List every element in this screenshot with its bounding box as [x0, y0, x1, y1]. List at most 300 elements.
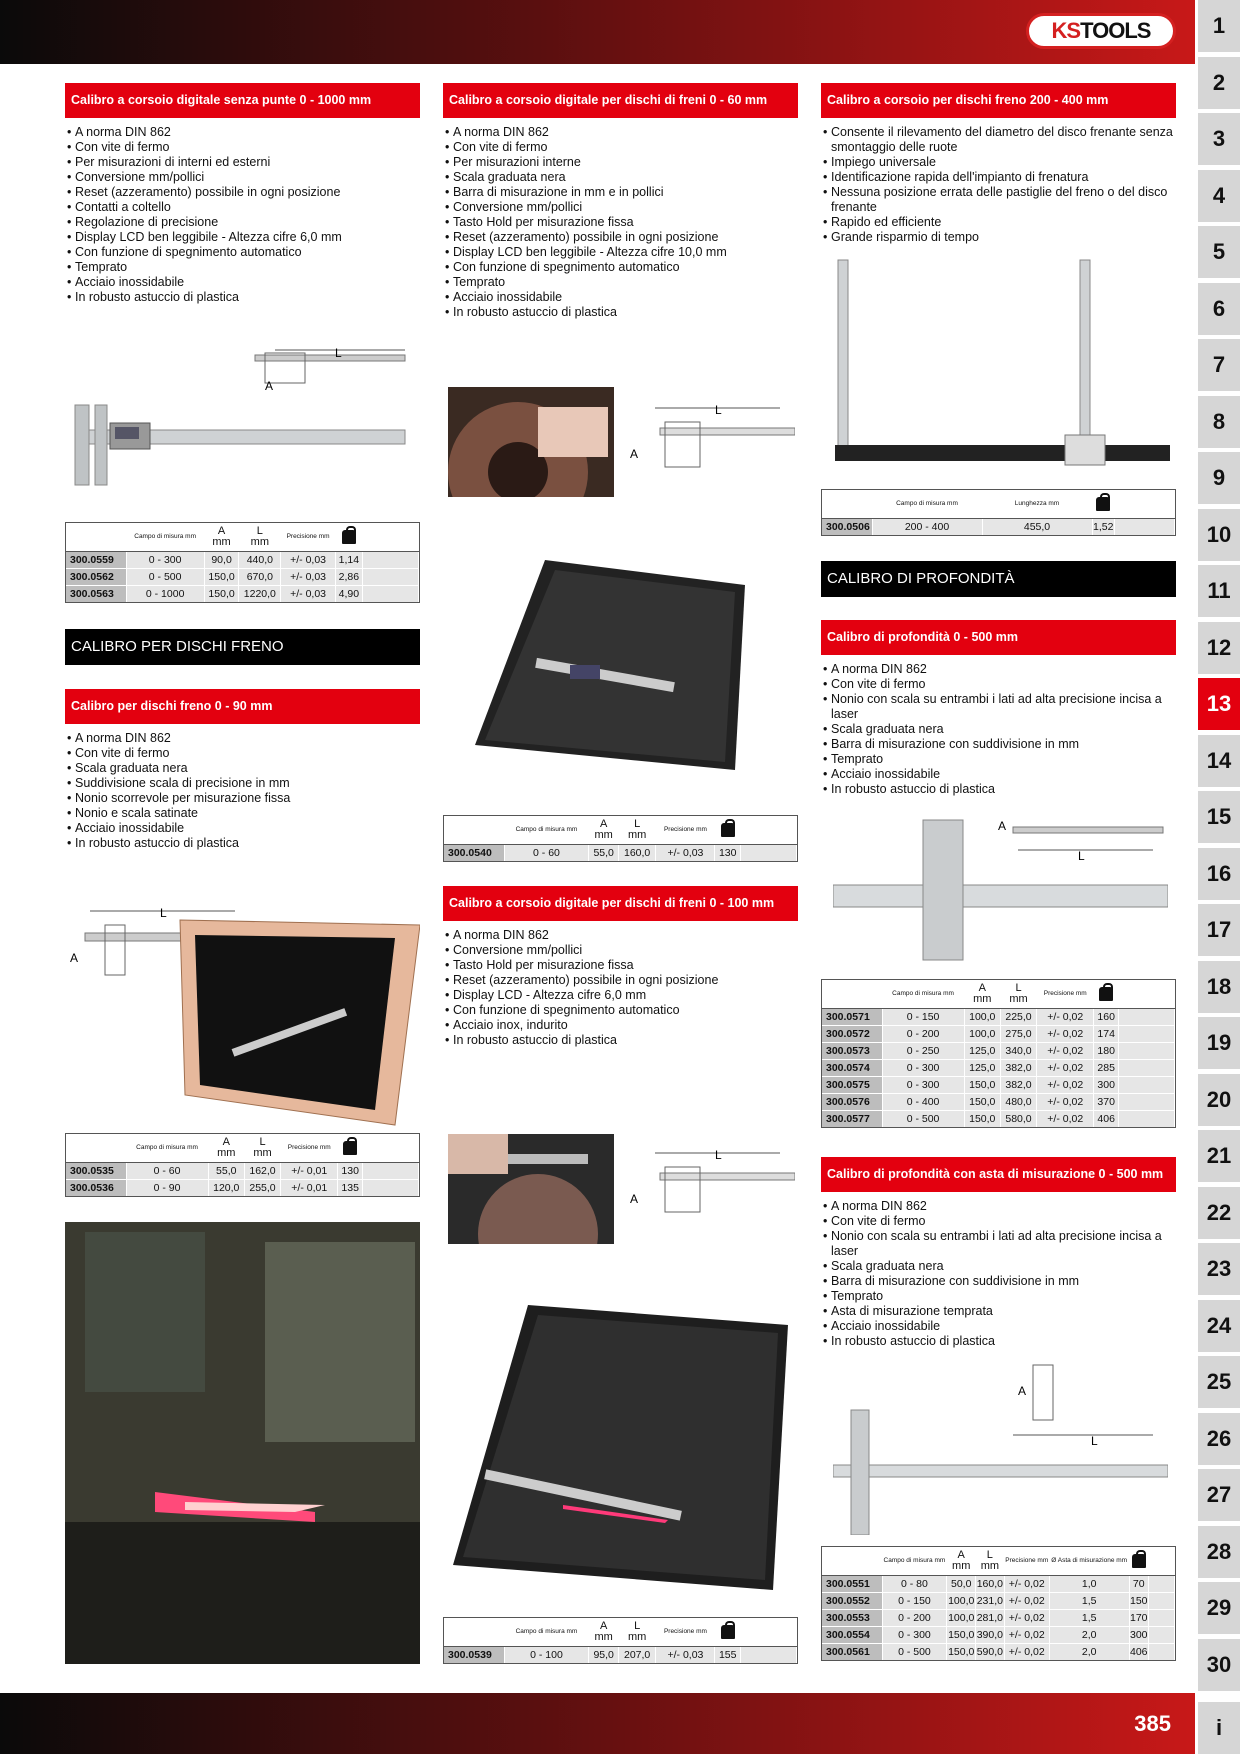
article-code: 300.0551: [822, 1575, 882, 1592]
svg-text:A: A: [630, 447, 639, 461]
feature-item: • Conversione mm/pollici: [443, 200, 798, 215]
caliper-100-case-image: [453, 1305, 788, 1590]
table-row: [822, 1059, 1175, 1076]
weight-icon: [338, 1134, 363, 1162]
product-p6: [821, 620, 1176, 797]
table-cell: 590,0: [976, 1643, 1005, 1660]
table-row: [66, 1162, 419, 1179]
table-cell: 455,0: [982, 518, 1092, 535]
product-table-p2: Campo di misura mm A mm L mm Precisione mm 300.0535 0 - 60 55,0 162,0 +/- 0,01 130 300.0536 0 - 90 120,0 255,0 +/- 0,01 135: [65, 1133, 420, 1197]
table-cell: +/- 0,03: [656, 1646, 715, 1663]
feature-item: • In robusto astuccio di plastica: [65, 290, 420, 305]
table-cell: +/- 0,02: [1037, 1093, 1094, 1110]
feature-item: • Nessuna posizione errata delle pastiglie del freno o del disco frenante: [821, 185, 1176, 215]
table-cell: 1,52: [1092, 518, 1115, 535]
feature-item: • Scala graduata nera: [821, 722, 1176, 737]
chapter-tab-24[interactable]: 24: [1198, 1300, 1240, 1352]
dimension-l-label: L: [335, 346, 342, 360]
table-cell: 440,0: [239, 551, 281, 568]
table-row: [822, 518, 1175, 535]
article-code: 300.0576: [822, 1093, 882, 1110]
feature-item: • Consente il rilevamento del diametro del disco frenante senza smontaggio delle ruote: [821, 125, 1176, 155]
weight-icon: [1094, 980, 1119, 1008]
product-table-p4: Campo di misura mm A mm L mm Precisione mm 300.0539 0 - 100 95,0 207,0 +/- 0,03 155: [443, 1617, 798, 1664]
svg-text:A: A: [70, 951, 79, 965]
feature-item: • Per misurazioni di interni ed esterni: [65, 155, 420, 170]
table-cell: 200 - 400: [872, 518, 982, 535]
feature-item: • Display LCD ben leggibile - Altezza cifre 6,0 mm: [65, 230, 420, 245]
table-cell: 0 - 500: [882, 1110, 964, 1127]
feature-item: • Regolazione di precisione: [65, 215, 420, 230]
product-p1: [65, 83, 420, 305]
feature-item: • In robusto astuccio di plastica: [443, 1033, 798, 1048]
table-cell: 580,0: [1000, 1110, 1036, 1127]
svg-text:L: L: [1078, 849, 1085, 863]
table-cell: 2,0: [1049, 1626, 1129, 1643]
feature-item: • In robusto astuccio di plastica: [65, 836, 420, 851]
weight-icon: [715, 816, 741, 844]
table-cell: 1,5: [1049, 1592, 1129, 1609]
ks-tools-logo: KSTOOLS: [1026, 13, 1176, 49]
article-code: 300.0540: [444, 844, 504, 861]
brake-caliper-case-image: [65, 905, 420, 1130]
feature-item: • Reset (azzeramento) possibile in ogni posizione: [443, 230, 798, 245]
table-row: [66, 1179, 419, 1196]
table-cell: 120,0: [208, 1179, 244, 1196]
product-title: Calibro a corsoio per dischi freno 200 - 400 mm: [821, 83, 1176, 118]
table-cell: 382,0: [1000, 1076, 1036, 1093]
table-row: [822, 1025, 1175, 1042]
article-code: 300.0572: [822, 1025, 882, 1042]
chapter-tab-4[interactable]: 4: [1198, 170, 1240, 222]
feature-item: • Scala graduata nera: [65, 761, 420, 776]
chapter-tabs: [1198, 0, 1240, 1754]
feature-item: • Tasto Hold per misurazione fissa: [443, 215, 798, 230]
feature-item: • Display LCD - Altezza cifre 6,0 mm: [443, 988, 798, 1003]
chapter-tab-18[interactable]: 18: [1198, 961, 1240, 1013]
product-p4: [443, 886, 798, 1048]
table-cell: 406: [1094, 1110, 1119, 1127]
table-cell: 255,0: [244, 1179, 280, 1196]
table-cell: 170: [1129, 1609, 1149, 1626]
feature-item: • Barra di misurazione con suddivisione in mm: [821, 1274, 1176, 1289]
product-table-p3: Campo di misura mm A mm L mm Precisione mm 300.0540 0 - 60 55,0 160,0 +/- 0,03 130: [443, 815, 798, 862]
table-cell: 0 - 400: [882, 1093, 964, 1110]
feature-list: [821, 1199, 1176, 1349]
table-row: [822, 1609, 1175, 1626]
table-cell: 180: [1094, 1042, 1119, 1059]
table-cell: 1,0: [1049, 1575, 1129, 1592]
article-code: 300.0506: [822, 518, 872, 535]
table-row: [822, 1042, 1175, 1059]
table-row: [444, 844, 797, 861]
table-cell: 160,0: [618, 844, 656, 861]
feature-item: • Con vite di fermo: [443, 140, 798, 155]
feature-item: • Acciaio inossidabile: [65, 275, 420, 290]
chapter-tab-1[interactable]: 1: [1198, 0, 1240, 52]
weight-icon: [715, 1618, 741, 1646]
table-cell: 300: [1094, 1076, 1119, 1093]
page-number: 385: [1134, 1711, 1171, 1736]
table-cell-empty: [363, 551, 419, 568]
feature-item: • Per misurazioni interne: [443, 155, 798, 170]
table-cell: 0 - 500: [126, 568, 204, 585]
feature-item: • Temprato: [821, 1289, 1176, 1304]
product-table-p1: Campo di misura mm A mm L mm Precisione mm 300.0559 0 - 300 90,0 440,0 +/- 0,03 1,14 300.0562 0 - 500 150,0 670,0 +/- 0,03 2,86 300.0563 0 - 1000 150,0 1220,0 +/- 0,03 4,90: [65, 522, 420, 603]
table-cell: 0 - 300: [882, 1626, 947, 1643]
chapter-tab-8[interactable]: 8: [1198, 396, 1240, 448]
product-title: Calibro a corsoio digitale senza punte 0 - 1000 mm: [65, 83, 420, 118]
feature-list: [821, 125, 1176, 245]
table-cell: 406: [1129, 1643, 1149, 1660]
table-cell: +/- 0,01: [281, 1179, 338, 1196]
feature-item: • Tasto Hold per misurazione fissa: [443, 958, 798, 973]
table-cell: 0 - 300: [882, 1076, 964, 1093]
table-cell: +/- 0,01: [281, 1162, 338, 1179]
table-cell: 480,0: [1000, 1093, 1036, 1110]
chapter-tab-27[interactable]: 27: [1198, 1469, 1240, 1521]
table-cell: 1,5: [1049, 1609, 1129, 1626]
feature-item: • A norma DIN 862: [443, 928, 798, 943]
caliper-1000-image: [65, 345, 410, 490]
table-cell: 300: [1129, 1626, 1149, 1643]
chapter-tab-19[interactable]: 19: [1198, 1017, 1240, 1069]
feature-item: • In robusto astuccio di plastica: [443, 305, 798, 320]
article-code: 300.0574: [822, 1059, 882, 1076]
table-row: [444, 1646, 797, 1663]
chapter-tab-26[interactable]: 26: [1198, 1413, 1240, 1465]
table-cell-empty: [1149, 1626, 1175, 1643]
feature-item: • In robusto astuccio di plastica: [821, 782, 1176, 797]
table-cell: 390,0: [976, 1626, 1005, 1643]
depth-gauge-image: [833, 805, 1168, 965]
table-cell: 160: [1094, 1008, 1119, 1025]
table-cell: +/- 0,02: [1037, 1110, 1094, 1127]
feature-item: • A norma DIN 862: [443, 125, 798, 140]
table-cell: 0 - 80: [882, 1575, 947, 1592]
feature-item: • Barra di misurazione con suddivisione in mm: [821, 737, 1176, 752]
svg-text:A: A: [630, 1192, 639, 1206]
chapter-tab-17[interactable]: 17: [1198, 904, 1240, 956]
table-cell: 162,0: [244, 1162, 280, 1179]
table-cell: 0 - 100: [504, 1646, 589, 1663]
table-row: [822, 1110, 1175, 1127]
table-cell: 0 - 250: [882, 1042, 964, 1059]
feature-item: • Display LCD ben leggibile - Altezza cifre 10,0 mm: [443, 245, 798, 260]
chapter-tab-10[interactable]: 10: [1198, 509, 1240, 561]
table-row: [66, 551, 419, 568]
table-cell: 0 - 500: [882, 1643, 947, 1660]
article-code: 300.0536: [66, 1179, 126, 1196]
table-cell: 100,0: [964, 1025, 1000, 1042]
table-cell-empty: [363, 568, 419, 585]
chapter-tab-13[interactable]: 13: [1198, 678, 1240, 730]
table-cell-empty: [741, 844, 797, 861]
feature-item: • Acciaio inossidabile: [821, 767, 1176, 782]
footer-bar: [0, 1693, 1195, 1754]
feature-item: • Nonio e scala satinate: [65, 806, 420, 821]
table-cell: 150: [1129, 1592, 1149, 1609]
chapter-tab-23[interactable]: 23: [1198, 1243, 1240, 1295]
product-table-p7: Campo di misura mm A mm L mm Precisione mm Ø Asta di misurazione mm 300.0551 0 - 80 50,0 160,0 +/- 0,02 1,0 70 300.0552 0 - 150 100,0 231,0 +/- 0,02 1,5 150 300.0553 0 - 200 100,0 281,0 +/- 0,02 1,5 170 300.0554 0 - 300 150,0 390,0 +/- 0,02 2,0 300 300.0561 0 - 500 150,0 590,0 +/- 0,02 2,0 406: [821, 1546, 1176, 1661]
depth-gauge-rod-image: [833, 1355, 1168, 1535]
feature-item: • Nonio scorrevole per misurazione fissa: [65, 791, 420, 806]
table-cell: 150,0: [204, 568, 239, 585]
table-cell: 100,0: [964, 1008, 1000, 1025]
table-cell: 370: [1094, 1093, 1119, 1110]
table-cell: +/- 0,02: [1004, 1626, 1049, 1643]
table-cell-empty: [1115, 518, 1175, 535]
table-cell: 0 - 90: [126, 1179, 208, 1196]
table-cell: +/- 0,03: [656, 844, 715, 861]
table-cell: 150,0: [947, 1643, 976, 1660]
product-table-p6: Campo di misura mm A mm L mm Precisione mm 300.0571 0 - 150 100,0 225,0 +/- 0,02 160 300.0572 0 - 200 100,0 275,0 +/- 0,02 174 300.0573 0 - 250 125,0 340,0 +/- 0,02 180 300.0574 0 - 300 125,0 382,0 +/- 0,02 285 300.0575 0 - 300 150,0 382,0 +/- 0,02 300 300.0576 0 - 400 150,0 480,0 +/- 0,02 370 300.0577 0 - 500 150,0 580,0 +/- 0,02 406: [821, 979, 1176, 1128]
table-cell: 340,0: [1000, 1042, 1036, 1059]
feature-item: • Con vite di fermo: [821, 1214, 1176, 1229]
table-cell: 0 - 60: [126, 1162, 208, 1179]
table-row: [822, 1093, 1175, 1110]
table-cell: +/- 0,02: [1037, 1059, 1094, 1076]
table-row: [822, 1575, 1175, 1592]
product-table-p5: Campo di misura mm Lunghezza mm 300.0506 200 - 400 455,0 1,52: [821, 489, 1176, 536]
feature-item: • Nonio con scala su entrambi i lati ad alta precisione incisa a laser: [821, 1229, 1176, 1259]
table-cell: 207,0: [618, 1646, 656, 1663]
feature-item: • In robusto astuccio di plastica: [821, 1334, 1176, 1349]
feature-item: • Conversione mm/pollici: [65, 170, 420, 185]
table-cell: +/- 0,02: [1004, 1575, 1049, 1592]
table-cell: 55,0: [208, 1162, 244, 1179]
forge-photo: [65, 1222, 420, 1664]
feature-list: [65, 125, 420, 305]
product-p7: [821, 1157, 1176, 1349]
table-cell: 55,0: [589, 844, 618, 861]
table-cell: +/- 0,02: [1037, 1008, 1094, 1025]
feature-item: • A norma DIN 862: [65, 731, 420, 746]
feature-item: • Nonio con scala su entrambi i lati ad alta precisione incisa a laser: [821, 692, 1176, 722]
product-p3: [443, 83, 798, 320]
table-cell: 95,0: [589, 1646, 618, 1663]
table-cell: 150,0: [964, 1110, 1000, 1127]
svg-text:A: A: [1018, 1384, 1027, 1398]
article-code: 300.0561: [822, 1643, 882, 1660]
product-title: Calibro per dischi freno 0 - 90 mm: [65, 689, 420, 724]
feature-item: • Acciaio inossidabile: [443, 290, 798, 305]
chapter-tab-14[interactable]: 14: [1198, 735, 1240, 787]
caliper-60-diagram: [630, 400, 795, 480]
article-code: 300.0562: [66, 568, 126, 585]
feature-item: • Temprato: [821, 752, 1176, 767]
table-cell-empty: [1149, 1643, 1175, 1660]
table-cell: +/- 0,02: [1037, 1042, 1094, 1059]
table-row: [822, 1643, 1175, 1660]
table-row: [66, 585, 419, 602]
svg-text:A: A: [998, 819, 1007, 833]
feature-item: • Identificazione rapida dell'impianto di frenatura: [821, 170, 1176, 185]
feature-item: • Con funzione di spegnimento automatico: [443, 260, 798, 275]
chapter-tab-30[interactable]: 30: [1198, 1639, 1240, 1691]
article-code: 300.0539: [444, 1646, 504, 1663]
svg-text:L: L: [1091, 1434, 1098, 1448]
section-title-depth: CALIBRO DI PROFONDITÀ: [821, 561, 1176, 597]
table-cell-empty: [1149, 1575, 1175, 1592]
chapter-tab-2[interactable]: 2: [1198, 57, 1240, 109]
feature-list: [65, 731, 420, 851]
table-cell: 382,0: [1000, 1059, 1036, 1076]
table-cell: 225,0: [1000, 1008, 1036, 1025]
chapter-tab-i[interactable]: i: [1198, 1702, 1240, 1754]
table-cell-empty: [1119, 1076, 1175, 1093]
product-title: Calibro a corsoio digitale per dischi di freni 0 - 100 mm: [443, 886, 798, 921]
table-cell: 0 - 60: [504, 844, 589, 861]
table-cell: 0 - 150: [882, 1592, 947, 1609]
table-cell: 231,0: [976, 1592, 1005, 1609]
table-cell: 90,0: [204, 551, 239, 568]
table-cell: +/- 0,03: [281, 568, 335, 585]
chapter-tab-15[interactable]: 15: [1198, 791, 1240, 843]
article-code: 300.0577: [822, 1110, 882, 1127]
product-title: Calibro di profondità con asta di misurazione 0 - 500 mm: [821, 1157, 1176, 1192]
feature-item: • Temprato: [65, 260, 420, 275]
weight-icon: [1129, 1547, 1149, 1575]
feature-item: • Scala graduata nera: [821, 1259, 1176, 1274]
table-cell: +/- 0,02: [1037, 1025, 1094, 1042]
table-cell-empty: [741, 1646, 797, 1663]
table-cell: 130: [338, 1162, 363, 1179]
table-cell: 0 - 1000: [126, 585, 204, 602]
table-cell: 174: [1094, 1025, 1119, 1042]
feature-item: • Barra di misurazione in mm e in pollici: [443, 185, 798, 200]
svg-text:L: L: [715, 403, 722, 417]
feature-item: • Acciaio inossidabile: [821, 1319, 1176, 1334]
table-cell: +/- 0,02: [1004, 1609, 1049, 1626]
table-row: [822, 1008, 1175, 1025]
table-cell: 0 - 200: [882, 1025, 964, 1042]
caliper-100-diagram: [630, 1145, 795, 1225]
table-cell: 2,0: [1049, 1643, 1129, 1660]
feature-list: [443, 125, 798, 320]
chapter-tab-5[interactable]: 5: [1198, 226, 1240, 278]
article-code: 300.0573: [822, 1042, 882, 1059]
table-cell-empty: [1119, 1025, 1175, 1042]
feature-item: • Reset (azzeramento) possibile in ogni posizione: [443, 973, 798, 988]
table-cell: 50,0: [947, 1575, 976, 1592]
feature-item: • Con funzione di spegnimento automatico: [443, 1003, 798, 1018]
chapter-tab-7[interactable]: 7: [1198, 339, 1240, 391]
table-cell: 281,0: [976, 1609, 1005, 1626]
table-cell: 0 - 150: [882, 1008, 964, 1025]
chapter-tab-25[interactable]: 25: [1198, 1356, 1240, 1408]
table-cell: 125,0: [964, 1059, 1000, 1076]
table-cell: 1220,0: [239, 585, 281, 602]
table-cell: 275,0: [1000, 1025, 1036, 1042]
table-cell-empty: [363, 1162, 419, 1179]
table-cell: 0 - 300: [126, 551, 204, 568]
table-cell: +/- 0,03: [281, 551, 335, 568]
feature-item: • Acciaio inox, indurito: [443, 1018, 798, 1033]
article-code: 300.0575: [822, 1076, 882, 1093]
table-cell: 150,0: [947, 1626, 976, 1643]
dimension-a-label: A: [265, 379, 274, 393]
table-row: [822, 1592, 1175, 1609]
chapter-tab-28[interactable]: 28: [1198, 1526, 1240, 1578]
article-code: 300.0554: [822, 1626, 882, 1643]
chapter-tab-11[interactable]: 11: [1198, 565, 1240, 617]
table-cell-empty: [1119, 1059, 1175, 1076]
table-row: [66, 568, 419, 585]
chapter-tab-21[interactable]: 21: [1198, 1130, 1240, 1182]
feature-item: • Con vite di fermo: [821, 677, 1176, 692]
feature-item: • A norma DIN 862: [821, 1199, 1176, 1214]
table-cell: 150,0: [964, 1076, 1000, 1093]
chapter-tab-6[interactable]: 6: [1198, 283, 1240, 335]
chapter-tab-29[interactable]: 29: [1198, 1582, 1240, 1634]
chapter-tab-9[interactable]: 9: [1198, 452, 1240, 504]
feature-item: • Contatti a coltello: [65, 200, 420, 215]
caliper-60-case-image: [475, 550, 745, 775]
feature-item: • Con funzione di spegnimento automatico: [65, 245, 420, 260]
chapter-tab-3[interactable]: 3: [1198, 113, 1240, 165]
chapter-tab-22[interactable]: 22: [1198, 1187, 1240, 1239]
chapter-tab-20[interactable]: 20: [1198, 1074, 1240, 1126]
table-cell-empty: [1119, 1008, 1175, 1025]
table-cell-empty: [1149, 1609, 1175, 1626]
feature-item: • Suddivisione scala di precisione in mm: [65, 776, 420, 791]
table-cell: 285: [1094, 1059, 1119, 1076]
brake-disc-photo-1: [448, 387, 614, 497]
feature-item: • Conversione mm/pollici: [443, 943, 798, 958]
table-cell: 135: [338, 1179, 363, 1196]
table-cell: 155: [715, 1646, 741, 1663]
svg-text:L: L: [715, 1148, 722, 1162]
table-cell: +/- 0,02: [1004, 1592, 1049, 1609]
product-title: Calibro a corsoio digitale per dischi di freni 0 - 60 mm: [443, 83, 798, 118]
table-cell: 1,14: [335, 551, 362, 568]
article-code: 300.0552: [822, 1592, 882, 1609]
table-cell: +/- 0,02: [1004, 1643, 1049, 1660]
chapter-tab-16[interactable]: 16: [1198, 848, 1240, 900]
table-cell-empty: [1119, 1042, 1175, 1059]
table-cell: 150,0: [204, 585, 239, 602]
table-row: [822, 1626, 1175, 1643]
header-bar: [0, 0, 1195, 64]
feature-item: • Scala graduata nera: [443, 170, 798, 185]
feature-item: • Reset (azzeramento) possibile in ogni posizione: [65, 185, 420, 200]
table-cell: 150,0: [964, 1093, 1000, 1110]
table-cell: 670,0: [239, 568, 281, 585]
table-cell-empty: [1149, 1592, 1175, 1609]
feature-item: • Grande risparmio di tempo: [821, 230, 1176, 245]
feature-item: • Impiego universale: [821, 155, 1176, 170]
feature-item: • Con vite di fermo: [65, 140, 420, 155]
table-cell: 70: [1129, 1575, 1149, 1592]
table-cell: 125,0: [964, 1042, 1000, 1059]
table-cell: 130: [715, 844, 741, 861]
table-cell: 100,0: [947, 1592, 976, 1609]
table-cell: 0 - 200: [882, 1609, 947, 1626]
table-cell: 0 - 300: [882, 1059, 964, 1076]
chapter-tab-12[interactable]: 12: [1198, 622, 1240, 674]
article-code: 300.0553: [822, 1609, 882, 1626]
table-cell-empty: [1119, 1110, 1175, 1127]
feature-item: • Temprato: [443, 275, 798, 290]
feature-item: • Asta di misurazione temprata: [821, 1304, 1176, 1319]
weight-icon: [1092, 490, 1115, 518]
feature-list: [821, 662, 1176, 797]
weight-icon: [335, 523, 362, 551]
feature-item: • Con vite di fermo: [65, 746, 420, 761]
feature-item: • Rapido ed efficiente: [821, 215, 1176, 230]
brake-disc-caliper-image: [830, 250, 1170, 480]
